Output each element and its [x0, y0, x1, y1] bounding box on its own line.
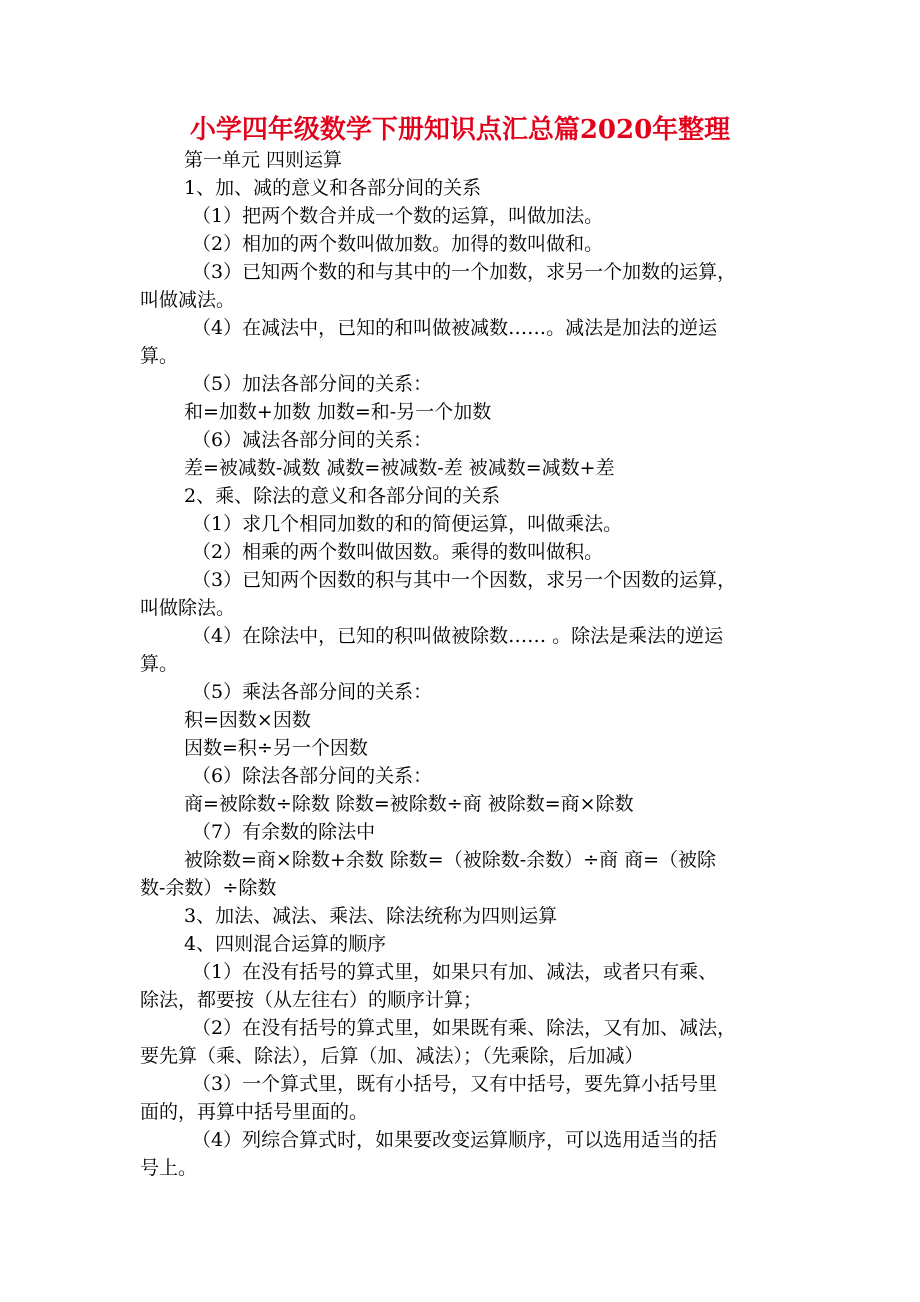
section-heading: 3、加法、减法、乘法、除法统称为四则运算: [184, 905, 558, 927]
document-title: 小学四年级数学下册知识点汇总篇2020年整理: [189, 115, 731, 145]
paragraph-line: （4）在除法中，已知的积叫做被除数…… 。除法是乘法的逆运: [192, 625, 724, 647]
paragraph-line: （6）除法各部分间的关系：: [192, 765, 433, 787]
section-heading: 1、加、减的意义和各部分间的关系: [184, 177, 482, 199]
formula-line: 数-余数）÷除数: [140, 877, 277, 899]
formula-line: 差=被减数-减数 减数=被减数-差 被减数=减数+差: [184, 457, 615, 479]
paragraph-line: 叫做减法。: [140, 289, 236, 311]
paragraph-line: 算。: [140, 345, 179, 367]
paragraph-line: （4）列综合算式时，如果要改变运算顺序，可以选用适当的括: [192, 1129, 718, 1151]
paragraph-line: （6）减法各部分间的关系：: [192, 429, 433, 451]
paragraph-line: （2）在没有括号的算式里，如果既有乘、除法，又有加、减法，: [192, 1017, 737, 1039]
paragraph-line: （1）求几个相同加数的和的简便运算，叫做乘法。: [192, 513, 623, 535]
paragraph-line: 号上。: [140, 1157, 198, 1179]
paragraph-line: （4）在减法中，已知的和叫做被减数……。减法是加法的逆运: [192, 317, 718, 339]
formula-line: 和=加数+加数 加数=和-另一个加数: [184, 401, 492, 423]
paragraph-line: （2）相加的两个数叫做加数。加得的数叫做和。: [192, 233, 604, 255]
paragraph-line: 叫做除法。: [140, 597, 236, 619]
paragraph-line: 算。: [140, 653, 179, 675]
unit-heading: 第一单元 四则运算: [184, 149, 343, 171]
paragraph-line: 要先算（乘、除法），后算（加、减法）；（先乘除，后加减）: [140, 1045, 644, 1067]
section-heading: 2、乘、除法的意义和各部分间的关系: [184, 485, 501, 507]
formula-line: 被除数=商×除数+余数 除数=（被除数-余数）÷商 商=（被除: [184, 849, 717, 871]
document-body: [140, 146, 800, 1182]
paragraph-line: 除法，都要按（从左往右）的顺序计算；: [140, 989, 483, 1011]
formula-line: 积=因数×因数: [184, 709, 311, 731]
paragraph-line: （7）有余数的除法中: [192, 821, 376, 843]
paragraph-line: （1）把两个数合并成一个数的运算，叫做加法。: [192, 205, 604, 227]
formula-line: 商=被除数÷除数 除数=被除数÷商 被除数=商×除数: [184, 793, 634, 815]
paragraph-line: （2）相乘的两个数叫做因数。乘得的数叫做积。: [192, 541, 604, 563]
formula-line: 因数=积÷另一个因数: [184, 737, 368, 759]
paragraph-line: （5）乘法各部分间的关系：: [192, 681, 433, 703]
paragraph-line: （3）已知两个数的和与其中的一个加数，求另一个加数的运算，: [192, 261, 737, 283]
paragraph-line: （3）已知两个因数的积与其中一个因数，求另一个因数的运算，: [192, 569, 737, 591]
paragraph-line: （5）加法各部分间的关系：: [192, 373, 433, 395]
paragraph-line: 面的，再算中括号里面的。: [140, 1101, 369, 1123]
section-heading: 4、四则混合运算的顺序: [184, 933, 387, 955]
paragraph-line: （3）一个算式里，既有小括号，又有中括号，要先算小括号里: [192, 1073, 718, 1095]
paragraph-line: （1）在没有括号的算式里，如果只有加、减法，或者只有乘、: [192, 961, 718, 983]
